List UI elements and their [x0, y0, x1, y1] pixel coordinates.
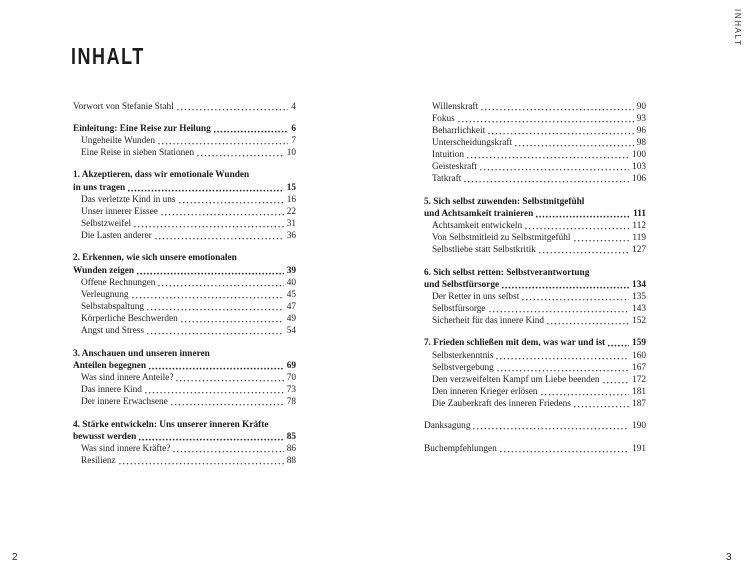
- toc-line: [424, 125, 646, 137]
- toc-page-number: 7: [291, 135, 296, 146]
- leader-dots: [213, 123, 289, 135]
- toc-section-entry: [73, 301, 296, 313]
- toc-entry-title: Selbsterkenntnis: [432, 350, 494, 361]
- toc-page-number: 78: [286, 397, 296, 408]
- toc-line: [73, 218, 296, 230]
- toc-page-number: 22: [286, 206, 296, 217]
- leader-dots: [133, 218, 284, 230]
- toc-entry-title: Was sind innere Anteile?: [81, 372, 174, 383]
- toc-page-number: 98: [636, 137, 646, 148]
- toc-entry-title: 5. Sich selbst zuwenden: Selbstmitgefühl: [424, 196, 585, 207]
- leader-dots: [488, 303, 630, 315]
- toc-section-entry: [424, 244, 646, 256]
- toc-group: [73, 169, 296, 242]
- toc-line: [73, 419, 296, 431]
- toc-section-entry: [73, 396, 296, 408]
- toc-section-entry: [424, 173, 646, 185]
- toc-group: [424, 443, 646, 455]
- toc-section-entry: [73, 277, 296, 289]
- toc-page-number: 85: [286, 431, 296, 442]
- leader-dots: [175, 372, 283, 384]
- toc-section-entry: [424, 315, 646, 327]
- leader-dots: [495, 350, 629, 362]
- leader-dots: [472, 420, 629, 432]
- toc-group: [424, 420, 646, 432]
- toc-line: [73, 443, 296, 455]
- toc-section-entry: [424, 362, 646, 374]
- toc-line: [424, 350, 646, 362]
- leader-dots: [196, 147, 284, 159]
- toc-line: [424, 101, 646, 113]
- toc-line: [424, 291, 646, 303]
- leader-dots: [144, 384, 284, 396]
- toc-entry-title: Den verzweifelten Kampf um Liebe beenden: [432, 374, 600, 385]
- leader-dots: [160, 206, 284, 218]
- table-of-contents-right: [424, 101, 646, 455]
- toc-page-number: 103: [632, 162, 646, 173]
- toc-page-number: 96: [636, 125, 646, 136]
- leader-dots: [178, 194, 284, 206]
- leader-dots: [499, 443, 629, 455]
- leader-dots: [180, 313, 284, 325]
- toc-line: [73, 194, 296, 206]
- toc-page-number: 181: [632, 387, 646, 398]
- toc-entry-title: Den inneren Krieger erlösen: [432, 387, 538, 398]
- toc-page-number: 4: [291, 101, 296, 112]
- toc-line: [73, 360, 296, 372]
- toc-page-number: 112: [632, 220, 646, 231]
- toc-page-number: 134: [632, 279, 646, 290]
- toc-group: [73, 419, 296, 468]
- toc-entry-title: Einleitung: Eine Reise zur Heilung: [73, 123, 211, 134]
- toc-line: [73, 277, 296, 289]
- toc-line: [424, 267, 646, 279]
- toc-entry-title: 3. Anschauen und unseren inneren: [73, 348, 210, 359]
- toc-line: [73, 265, 296, 277]
- leader-dots: [546, 315, 629, 327]
- leader-dots: [131, 289, 284, 301]
- toc-line: [424, 173, 646, 185]
- toc-page-number: 86: [286, 443, 296, 454]
- leader-dots: [118, 455, 284, 467]
- leader-dots: [170, 396, 284, 408]
- toc-page-number: 70: [286, 372, 296, 383]
- toc-line: [73, 135, 296, 147]
- toc-section-entry: [73, 289, 296, 301]
- toc-line: [424, 149, 646, 161]
- toc-line: [424, 420, 646, 432]
- leader-dots: [463, 173, 629, 185]
- toc-section-entry: [73, 218, 296, 230]
- toc-entry-title: Selbstzweifel: [81, 219, 132, 229]
- toc-section-entry: [424, 398, 646, 410]
- toc-plain-entry: [73, 101, 296, 113]
- toc-page-number: 73: [286, 385, 296, 396]
- toc-line: [73, 123, 296, 135]
- toc-entry-title: Unterscheidungskraft: [432, 137, 513, 148]
- toc-entry-title: Willenskraft: [432, 101, 479, 112]
- leader-dots: [146, 301, 284, 313]
- toc-section-entry: [73, 455, 296, 467]
- toc-entry-title: Offene Rechnungen: [81, 277, 156, 288]
- toc-entry-title: Verleugnung: [81, 289, 129, 300]
- running-head: INHALT: [733, 9, 742, 47]
- toc-section-entry: [424, 149, 646, 161]
- toc-entry-title: Selbstliebe statt Selbstkritik: [432, 245, 536, 256]
- toc-entry-title: Körperliche Beschwerden: [81, 314, 178, 325]
- toc-chapter-entry: [73, 123, 296, 135]
- toc-chapter-entry: [424, 196, 646, 220]
- toc-group: [424, 267, 646, 328]
- toc-section-entry: [424, 350, 646, 362]
- toc-group: [73, 123, 296, 159]
- toc-chapter-entry: [73, 169, 296, 193]
- toc-entry-title: Ungeheilte Wunden: [81, 135, 156, 146]
- toc-page-number: 40: [286, 277, 296, 288]
- toc-line: [73, 348, 296, 360]
- toc-line: [424, 208, 646, 220]
- toc-page-number: 111: [633, 208, 646, 219]
- toc-page-number: 191: [632, 443, 646, 454]
- toc-section-entry: [424, 291, 646, 303]
- toc-line: [424, 220, 646, 232]
- toc-plain-entry: [424, 443, 646, 455]
- toc-line: [424, 232, 646, 244]
- toc-page-number: 90: [636, 101, 646, 112]
- toc-line: [73, 147, 296, 159]
- toc-page-number: 10: [286, 148, 296, 159]
- toc-entry-title: Danksagung: [424, 421, 471, 432]
- toc-entry-title: 2. Erkennen, wie sich unsere emotionalen: [73, 253, 237, 264]
- leader-dots: [457, 113, 634, 125]
- toc-entry-title: 1. Akzeptieren, dass wir emotionale Wunden: [73, 170, 250, 181]
- toc-chapter-entry: [424, 337, 646, 349]
- toc-entry-title: bewusst werden: [73, 431, 137, 442]
- toc-section-entry: [424, 374, 646, 386]
- toc-line: [424, 337, 646, 349]
- leader-dots: [148, 360, 284, 372]
- toc-section-entry: [73, 206, 296, 218]
- toc-entry-title: Unser innerer Eissee: [81, 206, 158, 217]
- leader-dots: [487, 125, 634, 137]
- toc-line: [424, 113, 646, 125]
- toc-section-entry: [424, 220, 646, 232]
- toc-line: [73, 384, 296, 396]
- toc-entry-title: Buchempfehlungen: [424, 443, 497, 454]
- toc-entry-title: Beharrlichkeit: [432, 125, 486, 136]
- toc-line: [73, 455, 296, 467]
- toc-line: [424, 315, 646, 327]
- toc-page-number: 100: [632, 150, 646, 161]
- toc-section-entry: [424, 232, 646, 244]
- toc-page-number: 49: [286, 314, 296, 325]
- toc-page-number: 47: [286, 302, 296, 313]
- toc-page-number: 119: [632, 233, 646, 244]
- toc-line: [73, 325, 296, 337]
- toc-entry-title: 4. Stärke entwickeln: Uns unserer inneren Kräfte: [73, 419, 269, 430]
- leader-dots: [479, 161, 629, 173]
- toc-entry-title: Angst und Stress: [81, 326, 145, 337]
- leader-dots: [138, 431, 283, 443]
- toc-entry-title: Fokus: [432, 113, 455, 124]
- toc-entry-title: Der Retter in uns selbst: [432, 291, 520, 302]
- toc-group: [73, 252, 296, 337]
- leader-dots: [573, 398, 629, 410]
- leader-dots: [496, 362, 629, 374]
- toc-line: [73, 101, 296, 113]
- toc-entry-title: Das verletzte Kind in uns: [81, 194, 176, 205]
- leader-dots: [602, 374, 630, 386]
- leader-dots: [466, 149, 629, 161]
- toc-section-entry: [73, 230, 296, 242]
- right-page: [375, 0, 750, 583]
- leader-dots: [514, 137, 634, 149]
- toc-page-number: 6: [291, 123, 296, 134]
- toc-page-number: 88: [286, 455, 296, 466]
- leader-dots: [146, 325, 284, 337]
- toc-group: [73, 348, 296, 409]
- leader-dots: [607, 337, 629, 349]
- leader-dots: [172, 443, 283, 455]
- toc-section-entry: [73, 313, 296, 325]
- toc-line: [73, 396, 296, 408]
- toc-page-number: 135: [632, 291, 646, 302]
- toc-section-entry: [424, 386, 646, 398]
- toc-section-entry: [73, 147, 296, 159]
- toc-section-entry: [424, 303, 646, 315]
- toc-section-entry: [73, 135, 296, 147]
- toc-section-entry: [73, 384, 296, 396]
- toc-chapter-entry: [424, 267, 646, 291]
- table-of-contents-left: [73, 101, 296, 468]
- toc-entry-title: Der innere Erwachsene: [81, 397, 168, 408]
- toc-entry-title: Was sind innere Kräfte?: [81, 443, 171, 454]
- toc-page-number: 152: [632, 316, 646, 327]
- leader-dots: [540, 386, 629, 398]
- toc-entry-title: Selbstabspaltung: [81, 302, 145, 313]
- toc-line: [424, 279, 646, 291]
- toc-page-number: 187: [632, 399, 646, 410]
- toc-page-number: 143: [632, 303, 646, 314]
- toc-line: [73, 372, 296, 384]
- toc-line: [73, 252, 296, 264]
- toc-line: [424, 303, 646, 315]
- leader-dots: [524, 220, 629, 232]
- toc-line: [73, 230, 296, 242]
- toc-entry-title: Vorwort von Stefanie Stahl: [73, 101, 174, 112]
- toc-line: [73, 169, 296, 181]
- toc-entry-title: in uns tragen: [73, 182, 126, 193]
- toc-page-number: 106: [632, 174, 646, 185]
- toc-line: [73, 289, 296, 301]
- toc-entry-title: und Selbstfürsorge: [424, 279, 500, 290]
- toc-entry-title: Die Lasten anderer: [81, 231, 152, 242]
- toc-page-number: 15: [286, 182, 296, 193]
- toc-line: [73, 301, 296, 313]
- toc-page-number: 167: [632, 362, 646, 373]
- toc-entry-title: Eine Reise in sieben Stationen: [81, 148, 195, 159]
- toc-entry-title: Von Selbstmitleid zu Selbstmitgefühl: [432, 233, 571, 244]
- toc-line: [424, 137, 646, 149]
- leader-dots: [136, 265, 284, 277]
- toc-page-number: 93: [636, 113, 646, 124]
- leader-dots: [538, 244, 629, 256]
- toc-group: [424, 101, 646, 186]
- toc-entry-title: Das innere Kind: [81, 385, 142, 396]
- toc-entry-title: 7. Frieden schließen mit dem, was war und ist: [424, 338, 606, 349]
- toc-group: [424, 196, 646, 257]
- toc-section-entry: [424, 101, 646, 113]
- toc-section-entry: [424, 125, 646, 137]
- toc-page-number: 127: [632, 245, 646, 256]
- toc-entry-title: Resilienz: [81, 455, 116, 466]
- toc-line: [424, 196, 646, 208]
- toc-line: [73, 182, 296, 194]
- leader-dots: [157, 277, 283, 289]
- toc-entry-title: 6. Sich selbst retten: Selbstverantwortung: [424, 267, 590, 278]
- toc-group: [73, 101, 296, 113]
- toc-page-number: 16: [286, 194, 296, 205]
- toc-line: [424, 161, 646, 173]
- toc-line: [424, 362, 646, 374]
- toc-line: [424, 398, 646, 410]
- page-number-left: 2: [12, 552, 18, 563]
- toc-page-number: 159: [632, 338, 646, 349]
- toc-section-entry: [424, 113, 646, 125]
- toc-entry-title: Achtsamkeit entwickeln: [432, 220, 523, 231]
- toc-group: [424, 337, 646, 410]
- leader-dots: [127, 182, 284, 194]
- toc-line: [73, 313, 296, 325]
- toc-line: [424, 244, 646, 256]
- toc-page-number: 36: [286, 231, 296, 242]
- toc-section-entry: [73, 443, 296, 455]
- toc-chapter-entry: [73, 252, 296, 276]
- toc-page-number: 39: [286, 265, 296, 276]
- toc-line: [424, 374, 646, 386]
- leader-dots: [501, 279, 629, 291]
- toc-line: [424, 386, 646, 398]
- toc-plain-entry: [424, 420, 646, 432]
- leader-dots: [157, 135, 288, 147]
- toc-line: [73, 206, 296, 218]
- toc-entry-title: Sicherheit für das innere Kind: [432, 316, 545, 327]
- toc-chapter-entry: [73, 348, 296, 372]
- page-number-right: 3: [726, 552, 732, 563]
- toc-line: [73, 431, 296, 443]
- toc-page-number: 54: [286, 326, 296, 337]
- leader-dots: [521, 291, 629, 303]
- toc-section-entry: [73, 194, 296, 206]
- toc-entry-title: und Achtsamkeit trainieren: [424, 208, 534, 219]
- toc-chapter-entry: [73, 419, 296, 443]
- leader-dots: [535, 208, 630, 220]
- toc-section-entry: [73, 372, 296, 384]
- toc-section-entry: [424, 161, 646, 173]
- toc-page-number: 31: [286, 219, 296, 229]
- toc-page-number: 190: [632, 421, 646, 432]
- toc-page-number: 172: [632, 374, 646, 385]
- toc-entry-title: Selbstfürsorge: [432, 303, 486, 314]
- toc-section-entry: [424, 137, 646, 149]
- toc-entry-title: Selbstvergebung: [432, 362, 494, 373]
- leader-dots: [154, 230, 284, 242]
- toc-entry-title: Die Zauberkraft des inneren Friedens: [432, 399, 571, 410]
- toc-entry-title: Geisteskraft: [432, 162, 477, 173]
- toc-line: [424, 443, 646, 455]
- toc-entry-title: Intuition: [432, 150, 465, 161]
- toc-section-entry: [73, 325, 296, 337]
- toc-entry-title: Wunden zeigen: [73, 265, 135, 276]
- toc-page-number: 160: [632, 350, 646, 361]
- toc-page-number: 45: [286, 289, 296, 300]
- leader-dots: [480, 101, 634, 113]
- page-title: INHALT: [71, 43, 145, 69]
- toc-page-number: 69: [286, 360, 296, 371]
- toc-entry-title: Anteilen begegnen: [73, 360, 147, 371]
- leader-dots: [176, 101, 289, 113]
- leader-dots: [573, 232, 630, 244]
- toc-entry-title: Tatkraft: [432, 174, 462, 185]
